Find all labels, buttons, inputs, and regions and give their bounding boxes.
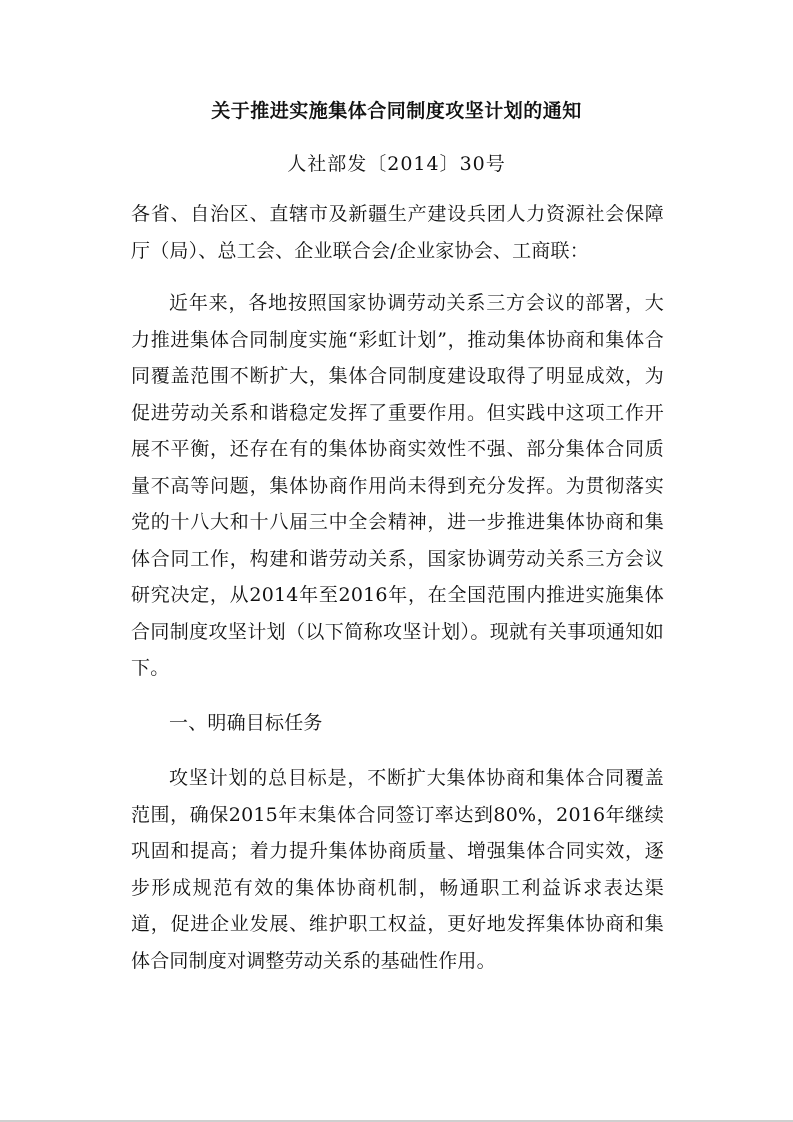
addressee-paragraph: 各省、自治区、直辖市及新疆生产建设兵团人力资源社会保障厅（局）、总工会、企业联合会/企业家协会、工商联： [131, 203, 664, 262]
body-paragraph-1: 近年来，各地按照国家协调劳动关系三方会议的部署，大力推进集体合同制度实施“彩虹计划”，推动集体协商和集体合同覆盖范围不断扩大，集体合同制度建设取得了明显成效，为促进劳动关系和谐稳定发挥了重要作用。但实践中这项工作开展不平衡，还存在有的集体协商实效性不强、部分集体合同质量不高等问题，集体协商作用尚未得到充分发挥。为贯彻落实党的十八大和十八届三中全会精神，进一步推进集体协商和集体合同工作，构建和谐劳动关系，国家协调劳动关系三方会议研究决定，从2014年至2016年，在全国范围内推进实施集体合同制度攻坚计划（以下简称攻坚计划）。现就有关事项通知如下。 [131, 292, 664, 679]
section-heading-1: 一、明确目标任务 [169, 712, 323, 734]
document-title: 关于推进实施集体合同制度攻坚计划的通知 [211, 100, 582, 122]
body-paragraph-2: 攻坚计划的总目标是，不断扩大集体协商和集体合同覆盖范围，确保2015年末集体合同签订率达到80%，2016年继续巩固和提高；着力提升集体协商质量、增强集体合同实效，逐步形成规范有效的集体协商机制，畅通职工利益诉求表达渠道，促进企业发展、维护职工权益，更好地发挥集体协商和集体合同制度对调整劳动关系的基础性作用。 [131, 767, 664, 972]
document-number: 人社部发〔2014〕30号 [287, 153, 506, 175]
